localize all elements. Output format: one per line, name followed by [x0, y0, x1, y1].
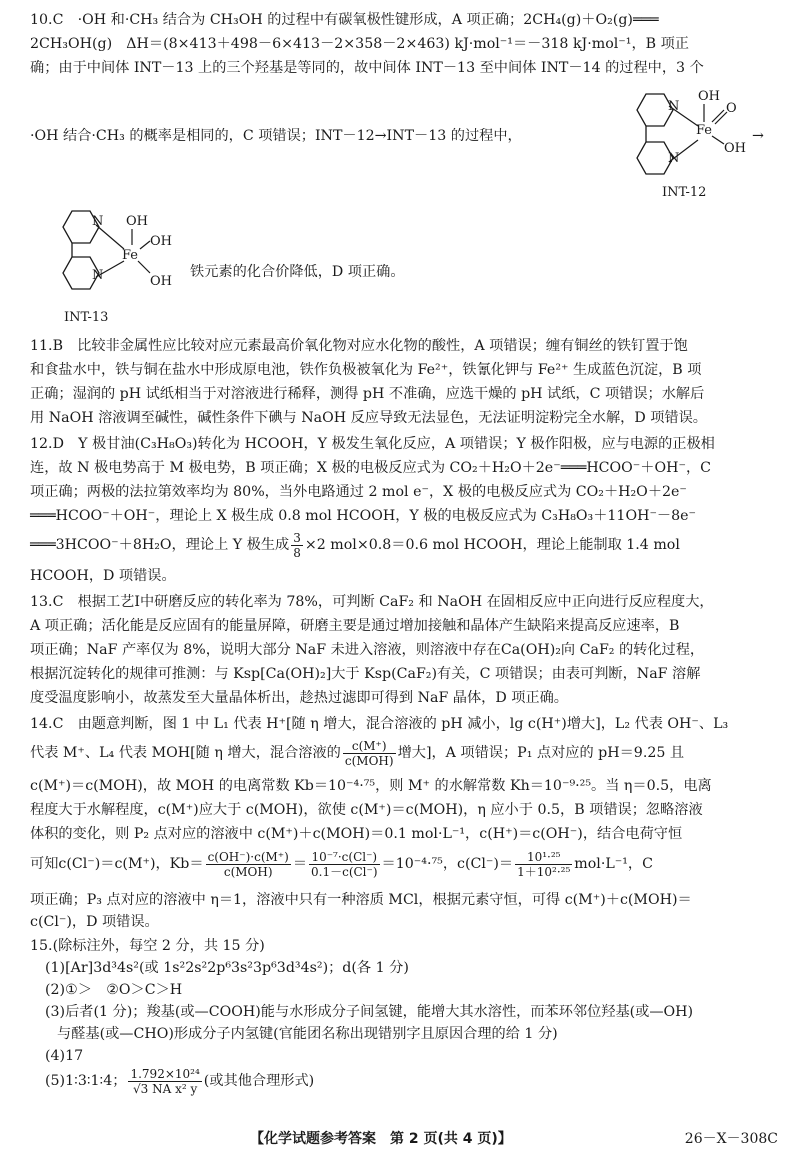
q13-line-3: 项正确；NaF 产率仅为 8%，说明大部分 NaF 未进入溶液，则溶液中存在Ca(OH)₂向 CaF₂ 的转化过程， — [30, 642, 705, 658]
footer-code: 26－X－308C — [684, 1131, 778, 1147]
q14-line-4: 程度大于水解程度，c(M⁺)应大于 c(MOH)，欲使 c(M⁺)＝c(MOH)，η 应小于 0.5，B 项错误；忽略溶液 — [30, 802, 703, 818]
q15-answer-5-start: (5)1∶3∶1∶4； — [45, 1073, 127, 1089]
fraction-density — [128, 1067, 201, 1096]
int-13-n-top: N — [92, 214, 104, 229]
q13-line-1: 13.C 根据工艺Ⅰ中研磨反应的转化率为 78%，可判断 CaF₂ 和 NaOH 在固相反应中正向进行反应程度大， — [30, 594, 714, 610]
int-12-oh-top: OH — [698, 89, 720, 104]
fraction-numerator: 10⁻⁷·c(Cl⁻) — [309, 850, 380, 865]
int-12-fe: Fe — [696, 123, 713, 138]
q14-line-6-mid: ＝10⁻⁴·⁷⁵，c(Cl⁻)＝ — [381, 856, 514, 872]
q13-line-4: 根据沉淀转化的规律可推测：与 Ksp[Ca(OH)₂]大于 Ksp(CaF₂)有关，C 项错误；由表可判断，NaF 溶解 — [30, 666, 701, 682]
q13-line-2: A 项正确；活化能是反应固有的能量屏障，研磨主要是通过增加接触和晶体产生缺陷来提高反应速率，B — [30, 618, 680, 634]
q11-line-4: 用 NaOH 溶液调至碱性，碱性条件下碘与 NaOH 反应导致无法显色，无法证明淀粉完全水解，D 项错误。 — [30, 410, 707, 426]
q15-answer-3-cont: 与醛基(或—CHO)形成分子内氢键(官能团名称出现错别字且原因合理的给 1 分) — [57, 1026, 558, 1042]
reaction-arrow: → — [752, 128, 764, 144]
fraction-numerator: 1.792×10²⁴ — [130, 1066, 200, 1081]
footer-title: 【化学试题参考答案 第 2 页(共 4 页)】 — [250, 1131, 512, 1147]
q14-line-6 — [30, 846, 653, 882]
q15-heading: 15.(除标注外，每空 2 分，共 15 分) — [30, 938, 265, 954]
fraction-kb — [206, 850, 291, 879]
int-12-n-bottom: N — [668, 151, 680, 166]
q11-line-2: 和食盐水中，铁与铜在盐水中形成原电池，铁作负极被氧化为 Fe²⁺，铁氰化钾与 Fe²⁺ 生成蓝色沉淀，B 项 — [30, 362, 702, 378]
q14-line-2-end: 增大]，A 项错误；P₁ 点对应的 pH＝9.25 且 — [397, 745, 685, 761]
fraction-kb-sub — [309, 850, 380, 879]
q12-line-5 — [30, 528, 680, 562]
q10-line-5: 铁元素的化合价降低，D 项正确。 — [190, 264, 405, 280]
q14-line-3: c(M⁺)＝c(MOH)，故 MOH 的电离常数 Kb＝10⁻⁴·⁷⁵，则 M⁺ 的水解常数 Kh＝10⁻⁹·²⁵。当 η＝0.5，电离 — [30, 778, 712, 794]
fraction-numerator: 3 — [293, 530, 301, 545]
q11-line-3: 正确；湿润的 pH 试纸相当于对溶液进行稀释，测得 pH 不准确，应选干燥的 pH 试纸，C 项错误；水解后 — [30, 386, 705, 402]
q12-line-3: 项正确；两极的法拉第效率均为 80%，当外电路通过 2 mol e⁻，X 极的电极反应式为 CO₂＋H₂O＋2e⁻ — [30, 484, 687, 500]
int-12-structure — [620, 82, 770, 200]
int-13-n-bottom: N — [92, 268, 104, 283]
q14-line-2 — [30, 736, 684, 770]
fraction-denominator: 0.1－c(Cl⁻) — [311, 864, 378, 879]
q10-line-2: 2CH₃OH(g) ΔH＝(8×413＋498－6×413－2×358－2×463) kJ·mol⁻¹＝－318 kJ·mol⁻¹，B 项正 — [30, 36, 689, 52]
int-13-oh-bottom: OH — [150, 274, 172, 289]
q10-line-4: ·OH 结合·CH₃ 的概率是相同的，C 项错误；INT－12→INT－13 的过程中， — [30, 128, 522, 144]
q14-line-2-start: 代表 M⁺、L₄ 代表 MOH[随 η 增大，混合溶液的 — [30, 745, 341, 761]
fraction-denominator: 1＋10²·²⁵ — [517, 864, 571, 879]
q12-line-5-start: ═══3HCOO⁻＋8H₂O，理论上 Y 极生成 — [30, 537, 290, 553]
int-13-fe: Fe — [122, 248, 139, 263]
q14-line-5: 体积的变化，则 P₂ 点对应的溶液中 c(M⁺)＋c(MOH)＝0.1 mol·L⁻¹，c(H⁺)＝c(OH⁻)，结合电荷守恒 — [30, 826, 683, 842]
fraction-numerator: c(M⁺) — [343, 739, 396, 754]
q14-line-8: c(Cl⁻)，D 项错误。 — [30, 914, 159, 930]
q10-line-3: 确；由于中间体 INT－13 上的三个羟基是等同的，故中间体 INT－13 至中间体 INT－14 的过程中，3 个 — [30, 60, 704, 76]
q10-line-1: 10.C ·OH 和·CH₃ 结合为 CH₃OH 的过程中有碳氧极性键形成，A 项正确；2CH₄(g)＋O₂(g)═══ — [30, 12, 659, 28]
q14-line-6-end: mol·L⁻¹，C — [574, 856, 653, 872]
q15-answer-5 — [45, 1064, 314, 1098]
q13-line-5: 度受温度影响小，故蒸发至大量晶体析出，趁热过滤即可得到 NaF 晶体，D 项正确。 — [30, 690, 568, 706]
q15-answer-5-end: (或其他合理形式) — [203, 1073, 315, 1089]
fraction-numerator: 10¹·²⁵ — [515, 850, 572, 865]
fraction-denominator: √3 NA x² y — [133, 1081, 198, 1096]
int-13-structure — [52, 195, 192, 335]
q12-line-6: HCOOH，D 项错误。 — [30, 568, 176, 584]
fraction-cm-cmoh — [343, 739, 396, 768]
int-13-oh-top: OH — [126, 214, 148, 229]
q12-line-5-end: ×2 mol×0.8＝0.6 mol HCOOH，理论上能制取 1.4 mol — [304, 537, 680, 553]
fraction-denominator: c(MOH) — [344, 753, 394, 768]
q15-answer-4: (4)17 — [45, 1048, 84, 1064]
fraction-denominator: c(MOH) — [223, 864, 273, 879]
int-12-oh-right: OH — [724, 141, 746, 156]
q14-line-6-start: 可知c(Cl⁻)＝c(M⁺)，Kb＝ — [30, 856, 204, 872]
equals: ＝ — [292, 856, 308, 872]
q14-line-1: 14.C 由题意判断，图 1 中 L₁ 代表 H⁺[随 η 增大，混合溶液的 pH 减小，lg c(H⁺)增大]，L₂ 代表 OH⁻、L₃ — [30, 716, 729, 732]
fraction-denominator: 8 — [293, 545, 301, 560]
int-13-label: INT-13 — [64, 310, 109, 325]
fraction-numerator: c(OH⁻)·c(M⁺) — [207, 849, 289, 864]
q12-line-2: 连，故 N 极电势高于 M 极电势，B 项正确；X 极的电极反应式为 CO₂＋H₂O＋2e⁻═══HCOO⁻＋OH⁻，C — [30, 460, 712, 476]
int-13-oh-right: OH — [150, 234, 172, 249]
int-12-o: O — [726, 101, 737, 116]
q14-line-7: 项正确；P₃ 点对应的溶液中 η＝1，溶液中只有一种溶质 MCl，根据元素守恒，可得 c(M⁺)＋c(MOH)＝ — [30, 892, 692, 908]
q12-line-1: 12.D Y 极甘油(C₃H₈O₃)转化为 HCOOH，Y 极发生氧化反应，A 项错误；Y 极作阳极，应与电源的正极相 — [30, 436, 715, 452]
fraction-ccl — [515, 850, 572, 879]
q15-answer-1: (1)[Ar]3d³4s²(或 1s²2s²2p⁶3s²3p⁶3d³4s²)；d(各 1 分) — [45, 960, 409, 976]
q12-line-4: ═══HCOO⁻＋OH⁻，理论上 X 极生成 0.8 mol HCOOH，Y 极的电极反应式为 C₃H₈O₃＋11OH⁻－8e⁻ — [30, 508, 697, 524]
fraction-3-8 — [291, 531, 303, 560]
int-12-n-top: N — [668, 99, 680, 114]
q15-answer-2: (2)①＞ ②O＞C＞H — [45, 982, 183, 998]
q15-answer-3: (3)后者(1 分)；羧基(或—COOH)能与水形成分子间氢键，能增大其水溶性，而苯环邻位羟基(或—OH) — [45, 1004, 694, 1020]
page-footer — [0, 1128, 800, 1150]
int-12-label: INT-12 — [662, 185, 707, 200]
q11-line-1: 11.B 比较非金属性应比较对应元素最高价氧化物对应水化物的酸性，A 项错误；缠有铜丝的铁钉置于饱 — [30, 338, 688, 354]
